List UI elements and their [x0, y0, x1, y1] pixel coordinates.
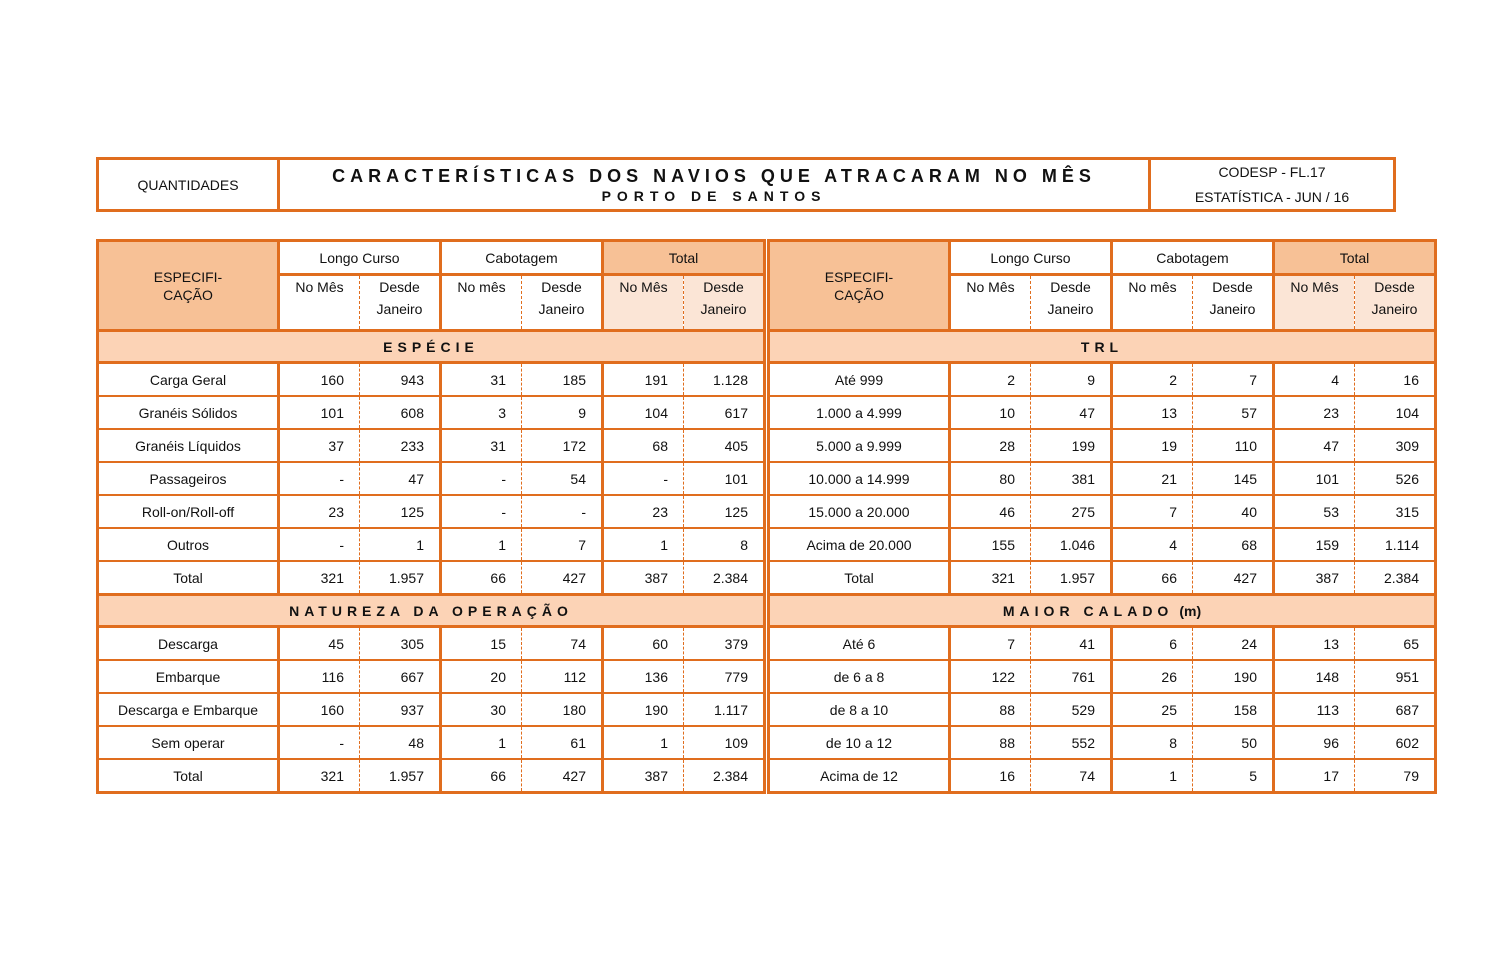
- value-cell: 761: [1031, 660, 1112, 693]
- value-cell: 46: [950, 495, 1031, 528]
- report-header: [96, 157, 1396, 212]
- value-cell: 101: [1274, 462, 1355, 495]
- value-cell: 101: [279, 396, 360, 429]
- group-header: Total: [603, 241, 765, 275]
- value-cell: 68: [1193, 528, 1274, 561]
- value-cell: 21: [1112, 462, 1193, 495]
- subheader-janeiro: Janeiro: [700, 301, 747, 317]
- subheader-desde: Desde: [379, 279, 420, 295]
- value-cell: 66: [1112, 561, 1193, 595]
- value-cell: -: [441, 462, 522, 495]
- value-cell: 1: [1112, 759, 1193, 793]
- section-title: [98, 331, 765, 363]
- section-row: [769, 331, 1436, 363]
- value-cell: 53: [1274, 495, 1355, 528]
- row-label: Total: [98, 759, 279, 793]
- subheader-no-mes: No Mês: [1274, 275, 1355, 331]
- value-cell: 136: [603, 660, 684, 693]
- group-header: Cabotagem: [441, 241, 603, 275]
- value-cell: 16: [950, 759, 1031, 793]
- value-cell: 125: [360, 495, 441, 528]
- table-row: [98, 462, 765, 495]
- value-cell: 47: [360, 462, 441, 495]
- table-row: [98, 429, 765, 462]
- value-cell: 1: [441, 726, 522, 759]
- value-cell: 23: [1274, 396, 1355, 429]
- value-cell: 1: [441, 528, 522, 561]
- value-cell: 667: [360, 660, 441, 693]
- value-cell: 321: [279, 561, 360, 595]
- group-header: Longo Curso: [279, 241, 441, 275]
- value-cell: 145: [1193, 462, 1274, 495]
- section-row: [769, 595, 1436, 627]
- value-cell: 148: [1274, 660, 1355, 693]
- value-cell: -: [441, 495, 522, 528]
- row-label: Total: [98, 561, 279, 595]
- value-cell: 65: [1355, 627, 1436, 661]
- value-cell: 190: [603, 693, 684, 726]
- value-cell: 1.117: [684, 693, 765, 726]
- subheader-desde: Desde: [1212, 279, 1253, 295]
- value-cell: 16: [1355, 363, 1436, 397]
- value-cell: 427: [522, 561, 603, 595]
- table-row: [98, 363, 765, 397]
- subheader-no-mes: No Mês: [279, 275, 360, 331]
- subheader-janeiro: Janeiro: [1047, 301, 1094, 317]
- row-label: Embarque: [98, 660, 279, 693]
- value-cell: 110: [1193, 429, 1274, 462]
- value-cell: 10: [950, 396, 1031, 429]
- value-cell: 526: [1355, 462, 1436, 495]
- spec-header: [769, 241, 950, 331]
- value-cell: 31: [441, 429, 522, 462]
- header-ref-line2: ESTATÍSTICA - JUN / 16: [1194, 188, 1350, 205]
- table-row: [769, 693, 1436, 726]
- value-cell: 1: [603, 528, 684, 561]
- row-label: Sem operar: [98, 726, 279, 759]
- section-title-text: MAIOR CALADO: [1002, 602, 1174, 619]
- row-label: Outros: [98, 528, 279, 561]
- section-row: [98, 331, 765, 363]
- value-cell: 60: [603, 627, 684, 661]
- value-cell: 54: [522, 462, 603, 495]
- subheader-janeiro: Janeiro: [1209, 301, 1256, 317]
- table-row: [769, 396, 1436, 429]
- table-row: [769, 759, 1436, 793]
- table-row: [98, 627, 765, 661]
- table-row: [98, 726, 765, 759]
- row-label: Até 999: [769, 363, 950, 397]
- value-cell: 25: [1112, 693, 1193, 726]
- value-cell: 552: [1031, 726, 1112, 759]
- value-cell: 608: [360, 396, 441, 429]
- value-cell: 24: [1193, 627, 1274, 661]
- value-cell: 40: [1193, 495, 1274, 528]
- group-header: Cabotagem: [1112, 241, 1274, 275]
- value-cell: 41: [1031, 627, 1112, 661]
- value-cell: 61: [522, 726, 603, 759]
- row-label: Granéis Líquidos: [98, 429, 279, 462]
- value-cell: 1.046: [1031, 528, 1112, 561]
- subheader-janeiro: Janeiro: [1371, 301, 1418, 317]
- value-cell: 7: [1193, 363, 1274, 397]
- subheader-desde: Desde: [1374, 279, 1415, 295]
- value-cell: 13: [1112, 396, 1193, 429]
- value-cell: 57: [1193, 396, 1274, 429]
- row-label: de 10 a 12: [769, 726, 950, 759]
- value-cell: 45: [279, 627, 360, 661]
- table-row: [98, 759, 765, 793]
- group-header: Total: [1274, 241, 1436, 275]
- value-cell: 47: [1274, 429, 1355, 462]
- value-cell: 951: [1355, 660, 1436, 693]
- value-cell: 26: [1112, 660, 1193, 693]
- table-row: [769, 462, 1436, 495]
- value-cell: 172: [522, 429, 603, 462]
- value-cell: 180: [522, 693, 603, 726]
- value-cell: 6: [1112, 627, 1193, 661]
- value-cell: 5: [1193, 759, 1274, 793]
- value-cell: 47: [1031, 396, 1112, 429]
- table-row: [98, 495, 765, 528]
- value-cell: 937: [360, 693, 441, 726]
- value-cell: 113: [1274, 693, 1355, 726]
- header-ref-line1: CODESP - FL.17: [1218, 163, 1326, 180]
- subheader-no-mes: No mês: [1112, 275, 1193, 331]
- value-cell: 122: [950, 660, 1031, 693]
- value-cell: 1: [360, 528, 441, 561]
- value-cell: 104: [603, 396, 684, 429]
- group-header: Longo Curso: [950, 241, 1112, 275]
- value-cell: 3: [441, 396, 522, 429]
- value-cell: 159: [1274, 528, 1355, 561]
- value-cell: 101: [684, 462, 765, 495]
- value-cell: 88: [950, 726, 1031, 759]
- table-row: [769, 528, 1436, 561]
- subheader-desde-janeiro: [1031, 275, 1112, 331]
- row-label: Acima de 12: [769, 759, 950, 793]
- value-cell: 529: [1031, 693, 1112, 726]
- value-cell: 305: [360, 627, 441, 661]
- subheader-no-mes: No mês: [441, 275, 522, 331]
- value-cell: 104: [1355, 396, 1436, 429]
- value-cell: 23: [603, 495, 684, 528]
- header-title-block: [280, 160, 1151, 209]
- value-cell: 405: [684, 429, 765, 462]
- value-cell: 1.957: [360, 759, 441, 793]
- value-cell: -: [603, 462, 684, 495]
- row-label: 1.000 a 4.999: [769, 396, 950, 429]
- value-cell: 48: [360, 726, 441, 759]
- value-cell: 1.957: [1031, 561, 1112, 595]
- value-cell: 23: [279, 495, 360, 528]
- value-cell: 66: [441, 759, 522, 793]
- value-cell: 275: [1031, 495, 1112, 528]
- section-title: [769, 331, 1436, 363]
- value-cell: 2.384: [1355, 561, 1436, 595]
- table-especie-natureza: [96, 239, 766, 794]
- row-label: 15.000 a 20.000: [769, 495, 950, 528]
- value-cell: 943: [360, 363, 441, 397]
- subheader-desde: Desde: [541, 279, 582, 295]
- value-cell: 321: [279, 759, 360, 793]
- subheader-desde-janeiro: [684, 275, 765, 331]
- value-cell: 116: [279, 660, 360, 693]
- value-cell: -: [279, 462, 360, 495]
- row-label: Até 6: [769, 627, 950, 661]
- value-cell: 88: [950, 693, 1031, 726]
- value-cell: 321: [950, 561, 1031, 595]
- subheader-desde-janeiro: [360, 275, 441, 331]
- row-label: Descarga: [98, 627, 279, 661]
- value-cell: 9: [1031, 363, 1112, 397]
- table-row: [769, 363, 1436, 397]
- value-cell: 9: [522, 396, 603, 429]
- value-cell: 68: [603, 429, 684, 462]
- subheader-desde-janeiro: [1355, 275, 1436, 331]
- value-cell: 15: [441, 627, 522, 661]
- row-label: 10.000 a 14.999: [769, 462, 950, 495]
- value-cell: 125: [684, 495, 765, 528]
- value-cell: 4: [1112, 528, 1193, 561]
- value-cell: 160: [279, 693, 360, 726]
- value-cell: 112: [522, 660, 603, 693]
- table-row: [98, 396, 765, 429]
- spec-header-line2: CAÇÃO: [834, 286, 884, 303]
- value-cell: 4: [1274, 363, 1355, 397]
- value-cell: 381: [1031, 462, 1112, 495]
- value-cell: 30: [441, 693, 522, 726]
- subheader-no-mes: No Mês: [950, 275, 1031, 331]
- table-row: [98, 528, 765, 561]
- value-cell: 50: [1193, 726, 1274, 759]
- value-cell: 190: [1193, 660, 1274, 693]
- value-cell: 17: [1274, 759, 1355, 793]
- value-cell: 28: [950, 429, 1031, 462]
- subheader-janeiro: Janeiro: [538, 301, 585, 317]
- spec-header: [98, 241, 279, 331]
- value-cell: 315: [1355, 495, 1436, 528]
- subheader-desde-janeiro: [522, 275, 603, 331]
- value-cell: 687: [1355, 693, 1436, 726]
- value-cell: 379: [684, 627, 765, 661]
- value-cell: 66: [441, 561, 522, 595]
- value-cell: 617: [684, 396, 765, 429]
- header-quantities: [99, 160, 280, 209]
- table-row: [769, 495, 1436, 528]
- subheader-desde: Desde: [703, 279, 744, 295]
- subheader-desde: Desde: [1050, 279, 1091, 295]
- table-row: [769, 429, 1436, 462]
- section-row: [98, 595, 765, 627]
- value-cell: 37: [279, 429, 360, 462]
- value-cell: 13: [1274, 627, 1355, 661]
- subheader-no-mes: No Mês: [603, 275, 684, 331]
- value-cell: 96: [1274, 726, 1355, 759]
- section-title-text: ESPÉCIE: [383, 338, 479, 355]
- value-cell: 2: [1112, 363, 1193, 397]
- header-row: [98, 241, 765, 275]
- header-row: [769, 241, 1436, 275]
- table-row: [98, 693, 765, 726]
- value-cell: 1.957: [360, 561, 441, 595]
- row-label: Acima de 20.000: [769, 528, 950, 561]
- value-cell: 79: [1355, 759, 1436, 793]
- value-cell: -: [279, 726, 360, 759]
- section-title: [769, 595, 1436, 627]
- value-cell: 20: [441, 660, 522, 693]
- header-reference: [1151, 160, 1393, 209]
- subheader-desde-janeiro: [1193, 275, 1274, 331]
- table-row: [769, 561, 1436, 595]
- row-label: Total: [769, 561, 950, 595]
- subheader-janeiro: Janeiro: [376, 301, 423, 317]
- row-label: Granéis Sólidos: [98, 396, 279, 429]
- value-cell: 8: [684, 528, 765, 561]
- value-cell: 80: [950, 462, 1031, 495]
- row-label: Passageiros: [98, 462, 279, 495]
- table-row: [769, 726, 1436, 759]
- value-cell: -: [279, 528, 360, 561]
- section-title: [98, 595, 765, 627]
- value-cell: 185: [522, 363, 603, 397]
- value-cell: 387: [1274, 561, 1355, 595]
- section-title-unit: (m): [1179, 602, 1202, 619]
- value-cell: 74: [522, 627, 603, 661]
- row-label: Descarga e Embarque: [98, 693, 279, 726]
- value-cell: 109: [684, 726, 765, 759]
- spec-header-line2: CAÇÃO: [163, 286, 213, 303]
- value-cell: 387: [603, 759, 684, 793]
- table-row: [769, 627, 1436, 661]
- value-cell: 155: [950, 528, 1031, 561]
- row-label: de 8 a 10: [769, 693, 950, 726]
- spec-header-line1: ESPECIFI-: [153, 268, 223, 285]
- value-cell: 8: [1112, 726, 1193, 759]
- row-label: 5.000 a 9.999: [769, 429, 950, 462]
- value-cell: 233: [360, 429, 441, 462]
- value-cell: 779: [684, 660, 765, 693]
- table-row: [769, 660, 1436, 693]
- table-row: [98, 561, 765, 595]
- section-title-text: TRL: [1080, 338, 1124, 355]
- row-label: Carga Geral: [98, 363, 279, 397]
- value-cell: 427: [1193, 561, 1274, 595]
- value-cell: -: [522, 495, 603, 528]
- value-cell: 7: [522, 528, 603, 561]
- value-cell: 427: [522, 759, 603, 793]
- spec-header-line1: ESPECIFI-: [824, 268, 894, 285]
- row-label: Roll-on/Roll-off: [98, 495, 279, 528]
- table-row: [98, 660, 765, 693]
- table-trl-calado: [767, 239, 1437, 794]
- value-cell: 191: [603, 363, 684, 397]
- value-cell: 1.114: [1355, 528, 1436, 561]
- value-cell: 1: [603, 726, 684, 759]
- section-title-text: NATUREZA DA OPERAÇÃO: [289, 602, 573, 619]
- value-cell: 2.384: [684, 561, 765, 595]
- value-cell: 387: [603, 561, 684, 595]
- value-cell: 160: [279, 363, 360, 397]
- value-cell: 602: [1355, 726, 1436, 759]
- value-cell: 31: [441, 363, 522, 397]
- page-subtitle: PORTO DE SANTOS: [601, 187, 827, 204]
- value-cell: 2: [950, 363, 1031, 397]
- value-cell: 19: [1112, 429, 1193, 462]
- value-cell: 199: [1031, 429, 1112, 462]
- value-cell: 309: [1355, 429, 1436, 462]
- value-cell: 7: [1112, 495, 1193, 528]
- value-cell: 7: [950, 627, 1031, 661]
- row-label: de 6 a 8: [769, 660, 950, 693]
- value-cell: 158: [1193, 693, 1274, 726]
- value-cell: 2.384: [684, 759, 765, 793]
- value-cell: 74: [1031, 759, 1112, 793]
- value-cell: 1.128: [684, 363, 765, 397]
- page-title: CARACTERÍSTICAS DOS NAVIOS QUE ATRACARAM NO MÊS: [332, 165, 1096, 186]
- header-left-label: QUANTIDADES: [137, 176, 239, 193]
